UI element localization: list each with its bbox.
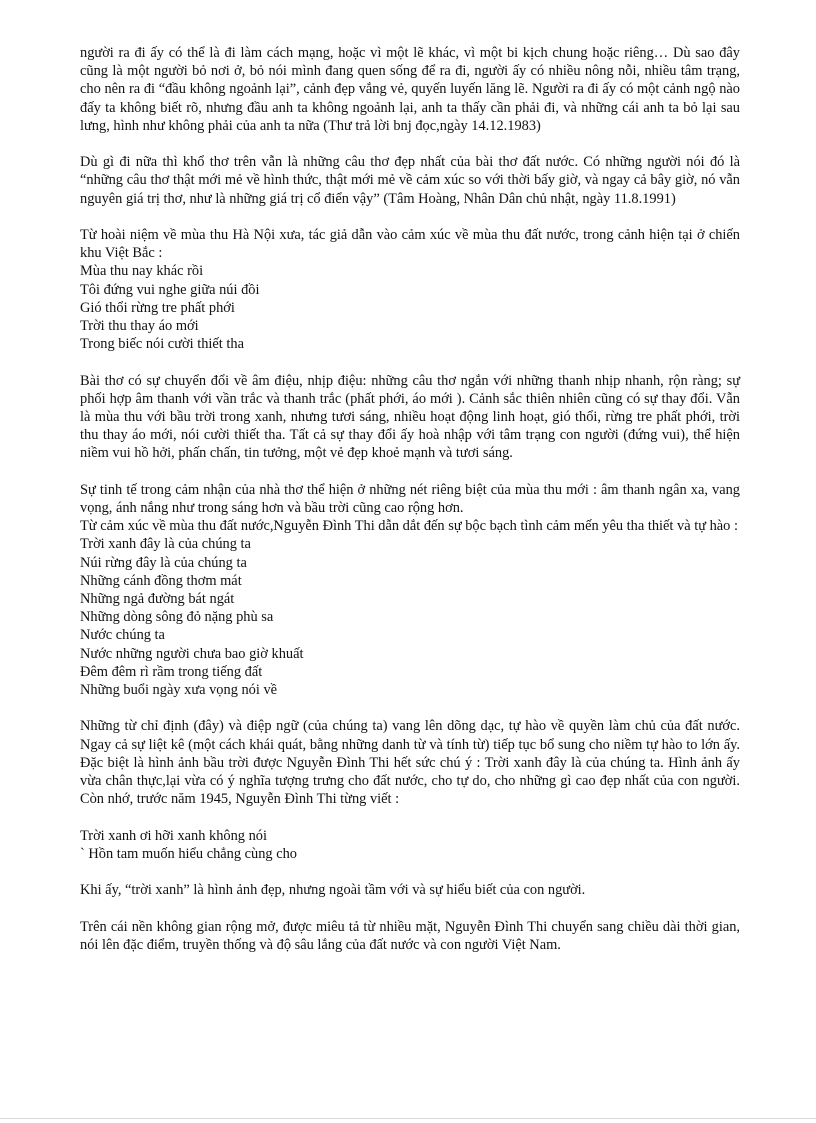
poem-line: Nước những người chưa bao giờ khuất	[80, 645, 304, 662]
paragraph-9: Trên cái nền không gian rộng mở, được miêu tả từ nhiều mặt, Nguyễn Đình Thi chuyển sang chiều dài thời gian, nói lên đặc điểm, truyền thống và độ sâu lắng của đất nước và con người Việt Nam.	[80, 918, 740, 953]
page-bottom-divider	[0, 1118, 816, 1119]
poem-line: Những buổi ngày xưa vọng nói về	[80, 682, 278, 699]
poem-line: Đêm đêm rì rầm trong tiếng đất	[80, 663, 263, 680]
poem-line: ` Hồn tam muốn hiểu chẳng cùng cho	[80, 845, 298, 862]
poem-line: Núi rừng đây là của chúng ta	[80, 554, 247, 571]
paragraph-5: Sự tinh tế trong cảm nhận của nhà thơ thể hiện ở những nét riêng biệt của mùa thu mới : âm thanh ngân xa, vang vọng, ánh nắng như trong sáng hơn và bầu trời cũng cao rộng hơn.	[80, 481, 740, 517]
poem-stanza-country	[80, 535, 740, 699]
paragraph-8: Khi ấy, “trời xanh” là hình ảnh đẹp, nhưng ngoài tầm với và sự hiểu biết của con người.	[80, 882, 586, 899]
paragraph-2: Dù gì đi nữa thì khổ thơ trên vẫn là những câu thơ đẹp nhất của bài thơ đất nước. Có những người nói đó là “những câu thơ thật mới mẻ về hình thức, thật mới mẻ về cảm xúc so với thời bấy giờ, và ngay cả bây giờ, nó vẫn nguyên giá trị thơ, như là những giá trị cổ điển vậy” (Tâm Hoàng, Nhân Dân chủ nhật, ngày 11.8.1991)	[80, 154, 740, 207]
poem-line: Trong biếc nói cười thiết tha	[80, 336, 244, 353]
paragraph-3: Từ hoài niệm về mùa thu Hà Nội xưa, tác giả dẫn vào cảm xúc về mùa thu đất nước, trong cảnh hiện tại ở chiến khu Việt Bắc :	[80, 227, 740, 262]
poem-line: Mùa thu nay khác rồi	[80, 263, 204, 280]
paragraph-4: Bài thơ có sự chuyển đổi về âm điệu, nhịp điệu: những câu thơ ngắn với những thanh nhịp nhanh, rộn ràng; sự phối hợp âm thanh với vần trắc và thanh trắc (phất phới, áo mới ). Cảnh sắc thiên nhiên cũng có sự thay đổi. Vẫn là mùa thu với bầu trời trong xanh, nhưng tươi sáng, nhiều hoạt động linh hoạt, gió thổi, rừng tre phất phới, trời thu thay áo mới, nói cười thiết tha. Tất cả sự thay đổi ấy hoà nhập với tâm trạng con người (đứng vui), thể hiện niềm vui hồ hởi, phấn chấn, tin tưởng, một vẻ đẹp khoẻ mạnh và tươi sáng.	[80, 372, 740, 462]
poem-stanza-autumn	[80, 262, 740, 353]
poem-line: Trời xanh ơi hỡi xanh không nói	[80, 827, 267, 844]
poem-line: Gió thổi rừng tre phất phới	[80, 299, 235, 316]
poem-line: Những cánh đồng thơm mát	[80, 572, 242, 589]
poem-line: Tôi đứng vui nghe giữa núi đồi	[80, 281, 260, 298]
poem-line: Trời xanh đây là của chúng ta	[80, 536, 251, 553]
poem-line: Nước chúng ta	[80, 627, 165, 644]
paragraph-7: Những từ chỉ định (đây) và điệp ngữ (của chúng ta) vang lên dõng dạc, tự hào về quyền làm chủ của đất nước. Ngay cả sự liệt kê (một cách khái quát, bằng những danh từ và tính từ) tiếp tục bổ sung cho niềm tự hào to lớn ấy. Đặc biệt là hình ảnh bầu trời được Nguyễn Đình Thi hết sức chú ý : Trời xanh đây là của chúng ta. Hình ảnh ấy vừa chân thực,lại vừa có ý nghĩa tượng trưng cho đất nước, cho tự do, cho những gì cao đẹp nhất của con người. Còn nhớ, trước năm 1945, Nguyễn Đình Thi từng viết :	[80, 718, 740, 808]
paragraph-1: người ra đi ấy có thể là đi làm cách mạng, hoặc vì một lẽ khác, vì một bi kịch chung hoặc riêng… Dù sao đây cũng là một người bỏ nơi ở, bỏ nói mình đang quen sống để ra đi, người ấy có nhiều nông nỗi, nhiều tâm trạng, cho nên ra đi “đầu không ngoảnh lại”, cảnh đẹp vắng vẻ, quyến luyến lăng lẽ. Người ra đi ấy có một cảnh ngộ nào đấy ta không biết rõ, nhưng đầu anh ta không ngoảnh lại, anh ta thấy cần phải đi, và những cái anh ta bỏ lại sau lưng, hình như không phải của anh ta nữa (Thư trả lời bnj đọc,ngày 14.12.1983)	[80, 45, 740, 134]
poem-line: Trời thu thay áo mới	[80, 318, 199, 335]
paragraph-6: Từ cảm xúc về mùa thu đất nước,Nguyễn Đình Thi dẫn dắt đến sự bộc bạch tình cảm mến yêu tha thiết và tự hào :	[80, 518, 738, 535]
poem-line: Những ngả đường bát ngát	[80, 591, 235, 608]
document-page	[80, 44, 740, 972]
poem-stanza-sky	[80, 827, 740, 863]
poem-line: Những dòng sông đỏ nặng phù sa	[80, 609, 274, 626]
